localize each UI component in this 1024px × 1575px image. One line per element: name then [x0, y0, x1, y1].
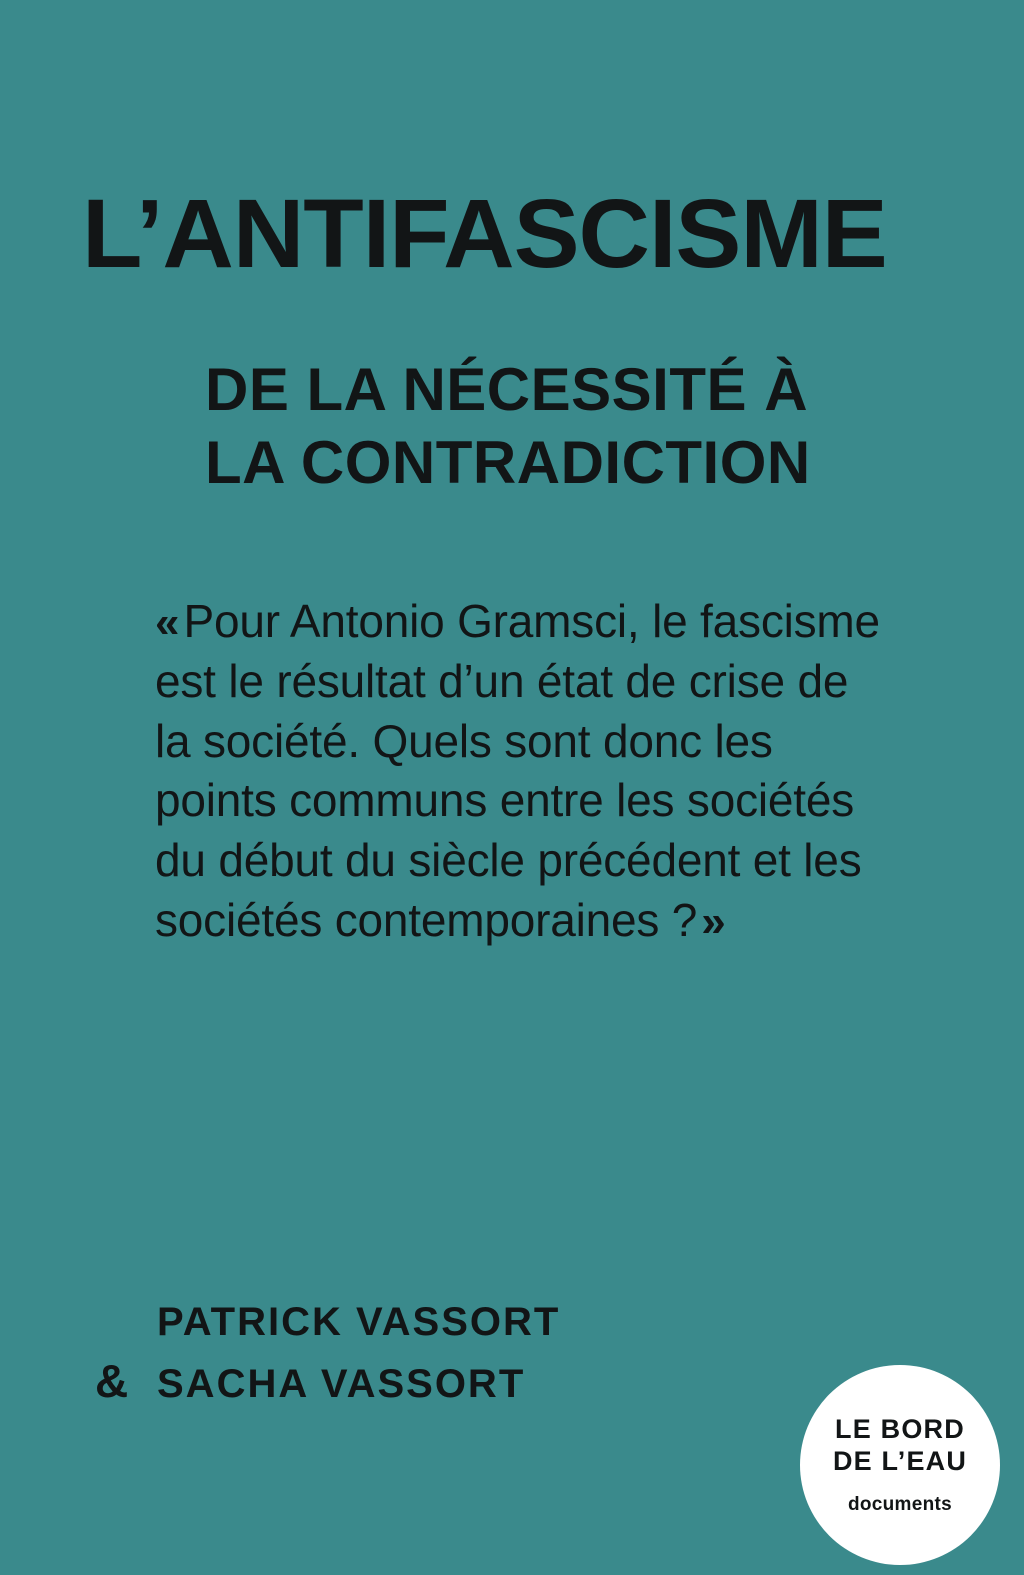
- publisher-name-line-1: LE BORD: [835, 1414, 965, 1445]
- author-name-2: SACHA VASSORT: [157, 1362, 526, 1407]
- book-title: L’ANTIFASCISME: [82, 178, 887, 288]
- ampersand-glyph: &: [95, 1355, 131, 1408]
- author-row-first: [95, 1295, 560, 1350]
- book-subtitle-line-1: DE LA NÉCESSITÉ À: [205, 355, 809, 423]
- cover-blurb: [155, 592, 895, 951]
- cover-blurb-text: Pour Antonio Gramsci, le fascisme est le résultat d’un état de crise de la société. Quels sont donc les points communs entre les sociétés du début du siècle précédent et les sociétés contemporaines ?: [155, 595, 880, 946]
- publisher-collection: documents: [847, 1493, 953, 1515]
- publisher-name-line-2: DE L’EAU: [832, 1445, 968, 1476]
- author-name-1: PATRICK VASSORT: [157, 1300, 561, 1344]
- author-block: [95, 1295, 560, 1414]
- author-row-second: [95, 1350, 560, 1413]
- quote-open-icon: «: [155, 598, 178, 647]
- publisher-badge: [800, 1365, 1000, 1565]
- quote-close-icon: »: [701, 896, 724, 946]
- book-subtitle: [205, 353, 965, 499]
- book-subtitle-line-2: LA CONTRADICTION: [205, 428, 811, 496]
